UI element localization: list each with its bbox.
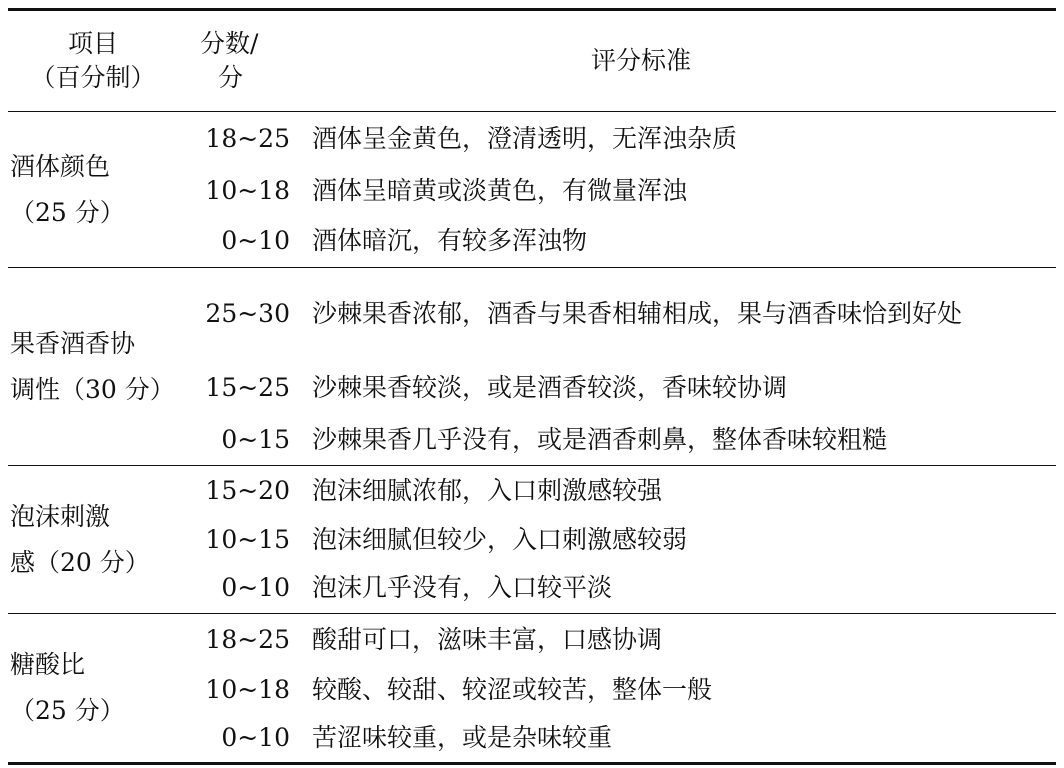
criteria-cell: 酒体暗沉，有较多浑浊物 (312, 226, 588, 256)
score-cell: 15~20 (205, 475, 290, 505)
criteria-cell: 泡沫细腻浓郁，入口刺激感较强 (312, 475, 663, 505)
header-item-line1: 项目 (67, 29, 118, 58)
item-cell (8, 112, 196, 268)
table-row (8, 112, 1056, 166)
header-item-line2: （百分制） (30, 63, 156, 92)
header-score (196, 10, 306, 112)
criteria-cell: 泡沫几乎没有，入口较平淡 (312, 573, 613, 603)
header-criteria: 评分标准 (590, 46, 691, 75)
group-foam (8, 466, 1056, 614)
group-aroma (8, 268, 1056, 466)
criteria-cell: 酸甜可口，滋味丰富，口感协调 (312, 624, 663, 654)
table-row (8, 614, 1056, 666)
group-sugar-acid (8, 614, 1056, 764)
criteria-cell: 沙棘果香几乎没有，或是酒香刺鼻，整体香味较粗糙 (312, 425, 888, 455)
score-cell: 10~18 (205, 674, 290, 704)
scoring-criteria-table (8, 8, 1056, 765)
score-cell: 0~10 (221, 722, 290, 752)
item-cell (8, 268, 196, 466)
score-cell: 0~10 (221, 226, 290, 256)
criteria-cell: 较酸、较甜、较涩或较苦，整体一般 (312, 674, 713, 704)
item-line2: （25 分） (10, 197, 125, 227)
table-row (8, 466, 1056, 516)
item-line2: 感（20 分） (10, 547, 150, 577)
score-cell: 25~30 (205, 298, 290, 328)
group-color (8, 112, 1056, 268)
item-line1: 酒体颜色 (10, 151, 111, 181)
item-line2: （25 分） (10, 696, 125, 725)
header-row (8, 10, 1056, 112)
criteria-cell: 酒体呈金黄色，澄清透明，无浑浊杂质 (312, 123, 738, 153)
item-line1: 糖酸比 (10, 650, 86, 679)
criteria-cell: 沙棘果香较淡，或是酒香较淡，香味较协调 (312, 372, 788, 402)
score-cell: 15~25 (205, 372, 290, 402)
item-line1: 泡沫刺激 (10, 501, 111, 531)
item-cell (8, 466, 196, 614)
header-item (8, 10, 196, 112)
item-line2: 调性（30 分） (10, 374, 175, 404)
criteria-cell: 泡沫细腻但较少，入口刺激感较弱 (312, 524, 688, 554)
score-cell: 0~10 (221, 573, 290, 603)
score-cell: 10~18 (205, 175, 290, 205)
header-score-line2: 分 (218, 63, 244, 92)
score-cell: 10~15 (205, 524, 290, 554)
scoring-table-container (8, 8, 1056, 765)
criteria-cell: 沙棘果香浓郁，酒香与果香相辅相成，果与酒香味恰到好处 (312, 298, 963, 328)
table-header (8, 10, 1056, 112)
item-cell (8, 614, 196, 764)
criteria-cell: 酒体呈暗黄或淡黄色，有微量浑浊 (312, 175, 688, 205)
table-row (8, 268, 1056, 360)
criteria-cell: 苦涩味较重，或是杂味较重 (312, 722, 613, 752)
score-cell: 18~25 (205, 123, 290, 153)
score-cell: 18~25 (205, 624, 290, 654)
item-line1: 果香酒香协 (10, 328, 136, 358)
score-cell: 0~15 (221, 425, 290, 455)
header-score-line1: 分数/ (200, 29, 259, 58)
